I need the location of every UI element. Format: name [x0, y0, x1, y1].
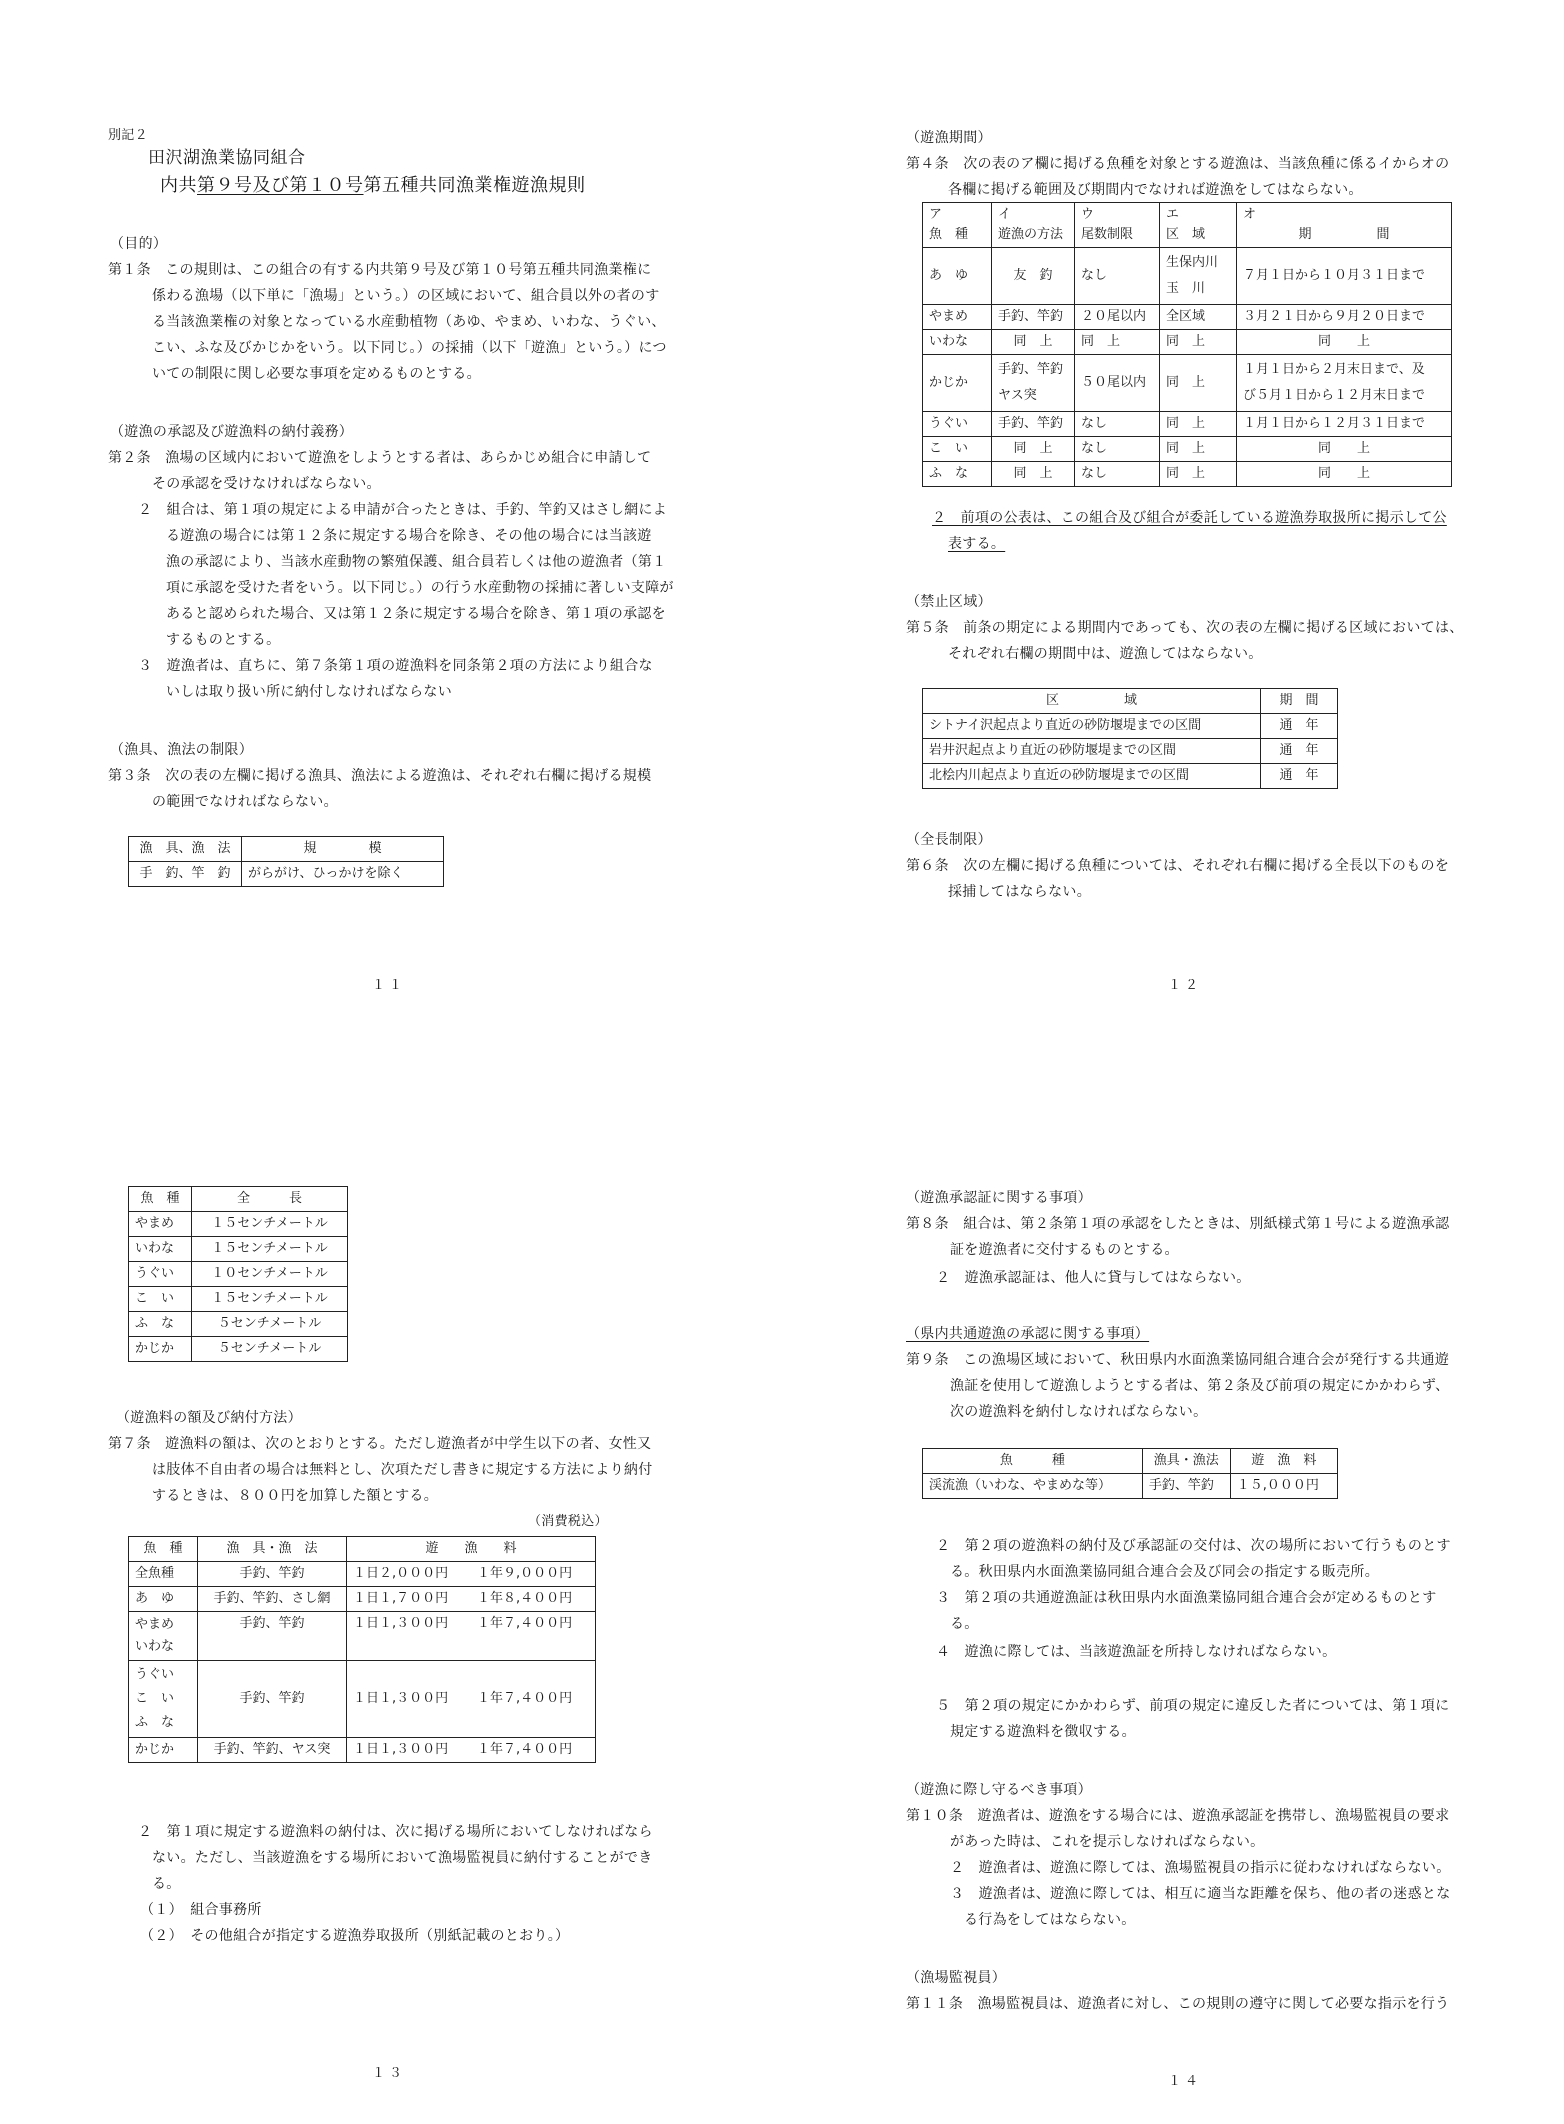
table-cell: あ ゆ	[923, 248, 992, 305]
art2-line: 第２条 漁場の区域内において遊漁をしようとする者は、あらかじめ組合に申請して	[108, 450, 652, 466]
rule-title-part: 内共	[160, 175, 197, 196]
table-cell: シトナイ沢起点より直近の砂防堰堤までの区間	[923, 714, 1261, 739]
table-header-row	[129, 837, 444, 862]
period-table	[922, 202, 1452, 487]
col-label: 遊漁の方法	[998, 227, 1064, 242]
table-header-row	[923, 1449, 1338, 1474]
art1-line: 係わる漁場（以下単に「漁場」という。）の区域において、組合員以外の者のす	[152, 288, 660, 304]
table-cell: 同 上	[1237, 462, 1452, 487]
art2-line: ２ 組合は、第１項の規定による申請が合ったときは、手釣、竿釣又はさし網によ	[138, 502, 668, 518]
art8-line: 証を遊漁者に交付するものとする。	[950, 1242, 1179, 1258]
table-header-cell: 漁 具・漁 法	[198, 1537, 347, 1562]
table-row	[129, 1337, 348, 1362]
table-header-cell	[1160, 203, 1237, 248]
table-row	[923, 764, 1338, 789]
table-header-cell: 魚 種	[129, 1537, 198, 1562]
table-header-row	[923, 203, 1452, 248]
table-cell: 北桧内川起点より直近の砂防堰堤までの区間	[923, 764, 1261, 789]
table-header-cell: 遊 漁 料	[347, 1537, 596, 1562]
table-header-cell: 魚 種	[923, 1449, 1143, 1474]
fee-day: １日１,３００円	[347, 1661, 472, 1738]
fee-day: １日１,３００円	[347, 1738, 472, 1763]
table-cell: 手釣、竿釣 ヤス突	[992, 355, 1075, 412]
table-row	[923, 714, 1338, 739]
table-cell: ５センチメートル	[192, 1312, 348, 1337]
table-cell: ３月２１日から９月２０日まで	[1237, 305, 1452, 330]
table-cell: かじか	[129, 1337, 192, 1362]
table-cell: 手釣、竿釣	[198, 1562, 347, 1587]
table-cell: 渓流漁（いわな、やまめな等）	[923, 1474, 1143, 1499]
table-cell: うぐい	[923, 412, 992, 437]
heading-cert: （遊漁承認証に関する事項）	[906, 1190, 1092, 1206]
page-12	[782, 0, 1564, 1062]
page-13	[0, 1062, 782, 2124]
art2-line: 漁の承認により、当該水産動物の繁殖保護、組合員若しくは他の遊漁者（第１	[166, 554, 667, 570]
table-header-row	[129, 1187, 348, 1212]
fee-year: １年９,０００円	[471, 1562, 596, 1587]
appendix-label: 別記２	[108, 128, 148, 143]
art7-2-line: ２ 第１項に規定する遊漁料の納付は、次に掲げる場所においてしなければなら	[138, 1824, 653, 1840]
table-row	[129, 1237, 348, 1262]
art9-line: 漁証を使用して遊漁しようとする者は、第２条及び前項の規定にかかわらず、	[950, 1378, 1450, 1394]
table-header-cell	[992, 203, 1075, 248]
art7-2-line: ない。ただし、当該遊漁をする場所において漁場監視員に納付することができ	[152, 1850, 653, 1866]
art9-more-line: ３ 第２項の共通遊漁証は秋田県内水面漁業協同組合連合会が定めるものとす	[936, 1590, 1437, 1606]
table-cell: 手釣、竿釣	[198, 1661, 347, 1738]
table-cell: 友 釣	[992, 248, 1075, 305]
table-cell: ２０尾以内	[1075, 305, 1160, 330]
art9-more-line: ５ 第２項の規定にかかわらず、前項の規定に違反した者については、第１項に	[936, 1698, 1450, 1714]
table-header-cell	[1237, 203, 1452, 248]
table-cell: 通 年	[1261, 764, 1338, 789]
heading-rules: （遊漁に際し守るべき事項）	[906, 1782, 1092, 1798]
table-cell: やまめ	[129, 1212, 192, 1237]
art4-2-line: ２ 前項の公表は、この組合及び組合が委託している遊漁券取扱所に掲示して公	[932, 510, 1447, 526]
art4-2-line: 表する。	[948, 536, 1006, 552]
art11-line: 第１１条 漁場監視員は、遊漁者に対し、この規則の遵守に関して必要な指示を行う	[906, 1996, 1450, 2012]
fee-year: １年７,４００円	[471, 1738, 596, 1763]
table-cell: 同 上	[992, 437, 1075, 462]
col-label: 区 域	[1166, 227, 1206, 242]
art10-line: 第１０条 遊漁者は、遊漁をする場合には、遊漁承認証を携帯し、漁場監視員の要求	[906, 1808, 1450, 1824]
fee-year: １年８,４００円	[471, 1587, 596, 1612]
table-cell: うぐい こ い ふ な	[129, 1661, 198, 1738]
fee-day: １日１,７００円	[347, 1587, 472, 1612]
table-row	[129, 862, 444, 887]
art7-line: するときは、８００円を加算した額とする。	[152, 1488, 438, 1504]
table-cell: 同 上	[1160, 355, 1237, 412]
art7-line: は肢体不自由者の場合は無料とし、次項ただし書きに規定する方法により納付	[152, 1462, 653, 1478]
table-row	[129, 1587, 596, 1612]
table-header-cell: 魚 種	[129, 1187, 192, 1212]
table-row	[923, 248, 1452, 305]
art9-line: 次の遊漁料を納付しなければならない。	[950, 1404, 1208, 1420]
table-cell: やまめ いわな	[129, 1612, 198, 1661]
table-cell: こ い	[129, 1287, 192, 1312]
doc-org-title: 田沢湖漁業協同組合	[148, 148, 306, 168]
table-cell: 手釣、竿釣、さし網	[198, 1587, 347, 1612]
table-cell: １５,０００円	[1230, 1474, 1337, 1499]
heading-fee: （遊漁料の額及び納付方法）	[116, 1410, 302, 1426]
table-cell: いわな	[129, 1237, 192, 1262]
table-cell: ふ な	[923, 462, 992, 487]
table-header-cell: 漁 具、漁 法	[129, 837, 242, 862]
table-cell: 同 上	[1237, 330, 1452, 355]
table-cell: １５センチメートル	[192, 1287, 348, 1312]
table-cell: 同 上	[992, 462, 1075, 487]
table-header-cell: 区 域	[923, 689, 1261, 714]
table-cell: 同 上	[1160, 462, 1237, 487]
art9-more-line: 規定する遊漁料を徴収する。	[950, 1724, 1136, 1740]
table-row	[129, 1312, 348, 1337]
art9-line: 第９条 この漁場区域において、秋田県内水面漁業協同組合連合会が発行する共通遊	[906, 1352, 1450, 1368]
table-cell: かじか	[923, 355, 992, 412]
art7-2-line: る。	[152, 1876, 181, 1892]
tax-note: （消費税込）	[528, 1514, 608, 1529]
col-label: 魚 種	[929, 227, 969, 242]
table-cell: １月１日から２月末日まで、及 び５月１日から１２月末日まで	[1237, 355, 1452, 412]
doc-rule-title	[160, 176, 586, 196]
table-cell: 同 上	[992, 330, 1075, 355]
heading-period: （遊漁期間）	[906, 130, 992, 146]
art7-line: 第７条 遊漁料の額は、次のとおりとする。ただし遊漁者が中学生以下の者、女性又	[108, 1436, 652, 1452]
table-row	[923, 1474, 1338, 1499]
art10-line: があった時は、これを提示しなければならない。	[950, 1834, 1265, 1850]
table-row	[129, 1562, 596, 1587]
table-cell: なし	[1075, 248, 1160, 305]
table-cell: 全区域	[1160, 305, 1237, 330]
table-cell: 同 上	[1160, 330, 1237, 355]
table-cell: 同 上	[1237, 437, 1452, 462]
table-cell: １５センチメートル	[192, 1237, 348, 1262]
heading-gear: （漁具、漁法の制限）	[110, 742, 253, 758]
table-cell: 同 上	[1075, 330, 1160, 355]
table-row	[129, 1612, 596, 1661]
col-label: 期 間	[1298, 227, 1390, 242]
page-number: １２	[1168, 978, 1203, 993]
table-header-cell	[1075, 203, 1160, 248]
art2-line: る遊漁の場合には第１２条に規定する場合を除き、その他の場合には当該遊	[166, 528, 652, 544]
table-cell: 同 上	[1160, 437, 1237, 462]
heading-prohibit: （禁止区域）	[906, 594, 992, 610]
table-cell: ５０尾以内	[1075, 355, 1160, 412]
rule-title-number: 第９号及び第１０号	[197, 175, 364, 196]
art9-more-line: る。秋田県内水面漁業協同組合連合会及び同会の指定する販売所。	[950, 1564, 1379, 1580]
common-fee-table	[922, 1448, 1338, 1499]
art3-line: の範囲でなければならない。	[152, 794, 338, 810]
col-label: 尾数制限	[1081, 227, 1134, 242]
table-cell: 同 上	[1160, 412, 1237, 437]
art10-line: ２ 遊漁者は、遊漁に際しては、漁場監視員の指示に従わなければならない。	[950, 1860, 1451, 1876]
art8-line: ２ 遊漁承認証は、他人に貸与してはならない。	[936, 1270, 1251, 1286]
table-cell: なし	[1075, 462, 1160, 487]
table-cell: 通 年	[1261, 739, 1338, 764]
fee-day: １日１,３００円	[347, 1612, 472, 1661]
table-row	[129, 1212, 348, 1237]
table-cell: いわな	[923, 330, 992, 355]
art2-line: 項に承認を受けた者をいう。以下同じ。）の行う水産動物の採捕に著しい支障が	[166, 580, 674, 596]
table-row	[923, 355, 1452, 412]
table-cell: やまめ	[923, 305, 992, 330]
gear-table	[128, 836, 444, 887]
art9-more-line: る。	[950, 1616, 979, 1632]
table-cell: こ い	[923, 437, 992, 462]
table-cell: なし	[1075, 437, 1160, 462]
table-header-cell	[923, 203, 992, 248]
table-cell: ５センチメートル	[192, 1337, 348, 1362]
table-cell: 手釣、竿釣、ヤス突	[198, 1738, 347, 1763]
table-cell: 手釣、竿釣	[1142, 1474, 1230, 1499]
art4-line: 第４条 次の表のア欄に掲げる魚種を対象とする遊漁は、当該魚種に係るイからオの	[906, 156, 1450, 172]
fee-year: １年７,４００円	[471, 1661, 596, 1738]
art2-line: ３ 遊漁者は、直ちに、第７条第１項の遊漁料を同条第２項の方法により組合な	[138, 658, 653, 674]
art1-line: いての制限に関し必要な事項を定めるものとする。	[152, 366, 481, 382]
art3-line: 第３条 次の表の左欄に掲げる漁具、漁法による遊漁は、それぞれ右欄に掲げる規模	[108, 768, 652, 784]
length-table	[128, 1186, 348, 1362]
table-row	[129, 1287, 348, 1312]
art5-line: それぞれ右欄の期間中は、遊漁してはならない。	[948, 646, 1263, 662]
art2-line: いしは取り扱い所に納付しなければならない	[166, 684, 452, 700]
table-cell: ７月１日から１０月３１日まで	[1237, 248, 1452, 305]
art6-line: 採捕してはならない。	[948, 884, 1091, 900]
table-cell: ふ な	[129, 1312, 192, 1337]
table-row	[923, 330, 1452, 355]
col-letter: ア	[929, 207, 943, 222]
art9-more-line: ２ 第２項の遊漁料の納付及び承認証の交付は、次の場所において行うものとす	[936, 1538, 1451, 1554]
table-cell: 生保内川 玉 川	[1160, 248, 1237, 305]
table-row	[923, 462, 1452, 487]
heading-common: （県内共通遊漁の承認に関する事項）	[906, 1326, 1150, 1342]
table-header-cell: 期 間	[1261, 689, 1338, 714]
page-number: １４	[1168, 2074, 1203, 2089]
art7-2-line: （２） その他組合が指定する遊漁券取扱所（別紙記載のとおり。）	[140, 1928, 570, 1944]
col-letter: ウ	[1081, 207, 1095, 222]
table-cell: １０センチメートル	[192, 1262, 348, 1287]
art1-line: こい、ふな及びかじかをいう。以下同じ。）の採捕（以下「遊漁」という。）につ	[152, 340, 667, 356]
art1-line: る当該漁業権の対象となっている水産動植物（あゆ、やまめ、いわな、うぐい、	[152, 314, 666, 330]
table-cell: あ ゆ	[129, 1587, 198, 1612]
table-cell: かじか	[129, 1738, 198, 1763]
art2-line: するものとする。	[166, 632, 281, 648]
table-row	[923, 412, 1452, 437]
table-cell: １月１日から１２月３１日まで	[1237, 412, 1452, 437]
art10-line: ３ 遊漁者は、遊漁に際しては、相互に適当な距離を保ち、他の者の迷惑とな	[950, 1886, 1451, 1902]
table-cell: 手釣、竿釣	[198, 1612, 347, 1661]
art10-line: る行為をしてはならない。	[964, 1912, 1136, 1928]
fee-table	[128, 1536, 596, 1763]
table-row	[923, 305, 1452, 330]
table-cell: 手釣、竿釣	[992, 305, 1075, 330]
col-letter: イ	[998, 207, 1012, 222]
art7-2-line: （１） 組合事務所	[140, 1902, 262, 1918]
heading-approval: （遊漁の承認及び遊漁料の納付義務）	[110, 424, 354, 440]
table-row	[923, 437, 1452, 462]
table-header-cell: 規 模	[242, 837, 444, 862]
table-row	[129, 1262, 348, 1287]
art4-line: 各欄に掲げる範囲及び期間内でなければ遊漁をしてはならない。	[948, 182, 1363, 198]
art6-line: 第６条 次の左欄に掲げる魚種については、それぞれ右欄に掲げる全長以下のものを	[906, 858, 1450, 874]
art2-line: あると認められた場合、又は第１２条に規定する場合を除き、第１項の承認を	[166, 606, 666, 622]
fee-day: １日２,０００円	[347, 1562, 472, 1587]
table-header-cell: 遊 漁 料	[1230, 1449, 1337, 1474]
table-cell: うぐい	[129, 1262, 192, 1287]
table-cell: なし	[1075, 412, 1160, 437]
fee-year: １年７,４００円	[471, 1612, 596, 1661]
table-cell: 手 釣、竿 釣	[129, 862, 242, 887]
page-number: １１	[372, 978, 407, 993]
col-letter: オ	[1243, 207, 1257, 222]
page-14	[782, 1062, 1564, 2124]
heading-purpose: （目的）	[110, 236, 168, 252]
rule-title-part: 第五種共同漁業権遊漁規則	[363, 175, 586, 196]
table-cell: 手釣、竿釣	[992, 412, 1075, 437]
art9-more-line: ４ 遊漁に際しては、当該遊漁証を所持しなければならない。	[936, 1644, 1337, 1660]
table-row	[129, 1738, 596, 1763]
art1-line: 第１条 この規則は、この組合の有する内共第９号及び第１０号第五種共同漁業権に	[108, 262, 652, 278]
table-cell: 全魚種	[129, 1562, 198, 1587]
table-cell: がらがけ、ひっかけを除く	[242, 862, 444, 887]
art8-line: 第８条 組合は、第２条第１項の承認をしたときは、別紙様式第１号による遊漁承認	[906, 1216, 1450, 1232]
zone-table	[922, 688, 1338, 789]
table-row	[129, 1661, 596, 1738]
table-row	[923, 739, 1338, 764]
page-11	[0, 0, 782, 1062]
table-cell: 岩井沢起点より直近の砂防堰堤までの区間	[923, 739, 1261, 764]
table-cell: １５センチメートル	[192, 1212, 348, 1237]
page-number: １３	[372, 2066, 407, 2081]
table-header-cell: 漁具・漁法	[1142, 1449, 1230, 1474]
col-letter: エ	[1166, 207, 1180, 222]
table-header-row	[129, 1537, 596, 1562]
heading-monitor: （漁場監視員）	[906, 1970, 1007, 1986]
art5-line: 第５条 前条の期定による期間内であっても、次の表の左欄に掲げる区域においては、	[906, 620, 1464, 636]
table-cell: 通 年	[1261, 714, 1338, 739]
table-header-cell: 全 長	[192, 1187, 348, 1212]
table-header-row	[923, 689, 1338, 714]
art2-line: その承認を受けなければならない。	[152, 476, 381, 492]
heading-length: （全長制限）	[906, 832, 992, 848]
